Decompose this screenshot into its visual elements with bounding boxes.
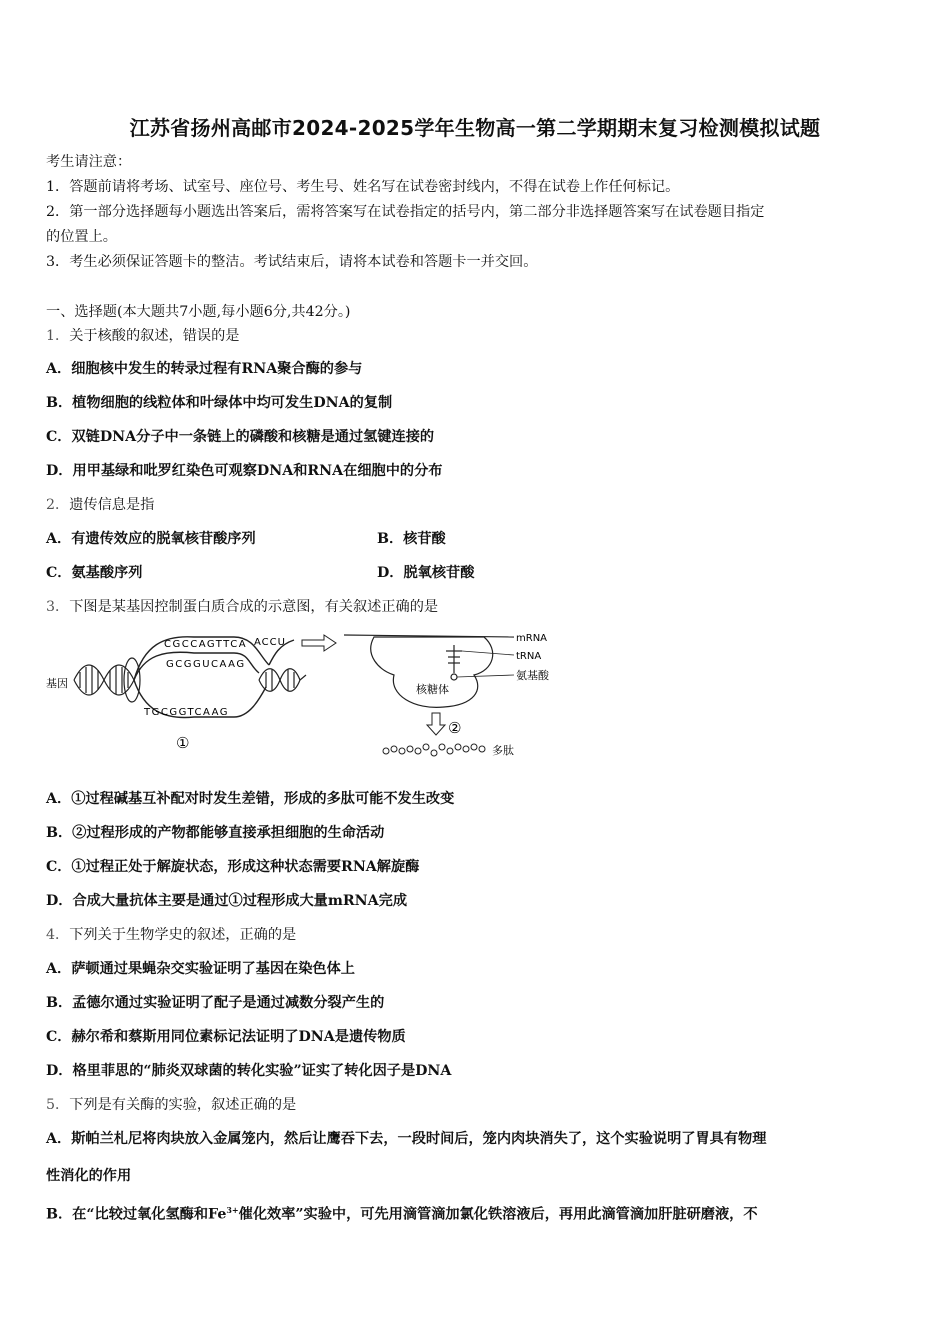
option: D．格里菲思的“肺炎双球菌的转化实验”证实了转化因子是DNA [46, 1063, 452, 1079]
step2-label: ② [448, 719, 462, 737]
mrna-label: mRNA [516, 633, 548, 644]
option-text: 催化效率”实验中，可先用滴管滴加氯化铁溶液后，再用此滴管滴加肝脏研磨液，不 [238, 1206, 758, 1223]
page-title: 江苏省扬州高邮市2024-2025学年生物高一第二学期期末复习检测模拟试题 [129, 116, 821, 140]
option: A．萨顿通过果蝇杂交实验证明了基因在染色体上 [46, 961, 355, 977]
right-arrow-icon [302, 635, 336, 651]
question-stem: 下图是某基因控制蛋白质合成的示意图，有关叙述正确的是 [69, 599, 439, 615]
option: D．脱氧核苷酸 [377, 565, 475, 581]
notice-item: 3．考生必须保证答题卡的整洁。考试结束后，请将本试卷和答题卡一并交回。 [46, 254, 538, 270]
option: A．斯帕兰札尼将肉块放入金属笼内，然后让鹰吞下去，一段时间后，笼内肉块消失了，这个实验说明了胃具有物理 [46, 1131, 767, 1147]
option: A．有遗传效应的脱氧核苷酸序列 [46, 531, 256, 547]
option: B．植物细胞的线粒体和叶绿体中均可发生DNA的复制 [46, 395, 393, 411]
top-dna-strand: CGCCAGTTCA [164, 639, 248, 650]
notice-heading: 考生请注意： [46, 154, 132, 170]
option: A．①过程碱基互补配对时发生差错，形成的多肽可能不发生改变 [46, 791, 455, 807]
gene-expression-figure [44, 625, 564, 765]
question-number: 3． [46, 599, 70, 615]
trna-label: tRNA [516, 651, 542, 662]
option: C．①过程正处于解旋状态，形成这种状态需要RNA解旋酶 [46, 859, 420, 875]
option: C．双链DNA分子中一条链上的磷酸和核糖是通过氢键连接的 [46, 429, 435, 445]
option-text: B．在“比较过氧化氢酶和Fe [46, 1206, 227, 1223]
trna-icon [446, 645, 462, 680]
polypeptide-chain [383, 744, 485, 756]
ribosome-label: 核糖体 [416, 683, 449, 696]
peptide-label: 多肽 [492, 744, 514, 757]
question-5 [46, 1095, 296, 1115]
down-arrow-icon [427, 713, 445, 735]
notice-item: 2．第一部分选择题每小题选出答案后，需将答案写在试卷指定的括号内，第二部分非选择题答案写在试卷题目指定 [46, 204, 765, 220]
option: B．核苷酸 [377, 531, 446, 547]
amino-acid-label: 氨基酸 [516, 669, 549, 682]
option: D．合成大量抗体主要是通过①过程形成大量mRNA完成 [46, 893, 408, 909]
question-number: 2． [46, 497, 70, 513]
superscript: 3+ [226, 1205, 239, 1215]
option: B．孟德尔通过实验证明了配子是通过减数分裂产生的 [46, 995, 385, 1011]
mrna-strand: GCGGUCAAG [166, 659, 246, 670]
ribosome-shape [371, 637, 493, 707]
option [46, 1200, 758, 1225]
notice-item: 1．答题前请将考场、试室号、座位号、考生号、姓名写在试卷密封线内，不得在试卷上作任何标记。 [46, 179, 680, 195]
notice-item: 的位置上。 [46, 229, 117, 245]
question-3 [46, 597, 438, 617]
dna-helix-right [259, 669, 306, 692]
option: C．赫尔希和蔡斯用同位素标记法证明了DNA是遗传物质 [46, 1029, 406, 1045]
question-stem: 下列是有关酶的实验，叙述正确的是 [69, 1097, 297, 1113]
bottom-dna-strand: TGCGGTCAAG [144, 707, 230, 718]
option: B．②过程形成的产物都能够直接承担细胞的生命活动 [46, 825, 385, 841]
question-2 [46, 495, 154, 515]
question-number: 4． [46, 927, 70, 943]
option: A．细胞核中发生的转录过程有RNA聚合酶的参与 [46, 361, 363, 377]
mrna-tail: ACCU [254, 637, 286, 648]
question-stem: 下列关于生物学史的叙述，正确的是 [69, 927, 297, 943]
question-number: 5． [46, 1097, 70, 1113]
rna-polymerase [124, 658, 140, 702]
option: D．用甲基绿和吡罗红染色可观察DNA和RNA在细胞中的分布 [46, 463, 443, 479]
question-stem: 遗传信息是指 [69, 497, 155, 513]
option-continued: 性消化的作用 [46, 1168, 132, 1184]
question-4 [46, 925, 296, 945]
option: C．氨基酸序列 [46, 565, 143, 581]
question-number: 1． [46, 328, 70, 344]
question-1 [46, 326, 239, 346]
section-heading: 一、选择题(本大题共7小题,每小题6分,共42分。) [46, 304, 351, 320]
gene-label: 基因 [46, 677, 68, 690]
step1-label: ① [176, 734, 190, 752]
question-stem: 关于核酸的叙述，错误的是 [69, 328, 240, 344]
